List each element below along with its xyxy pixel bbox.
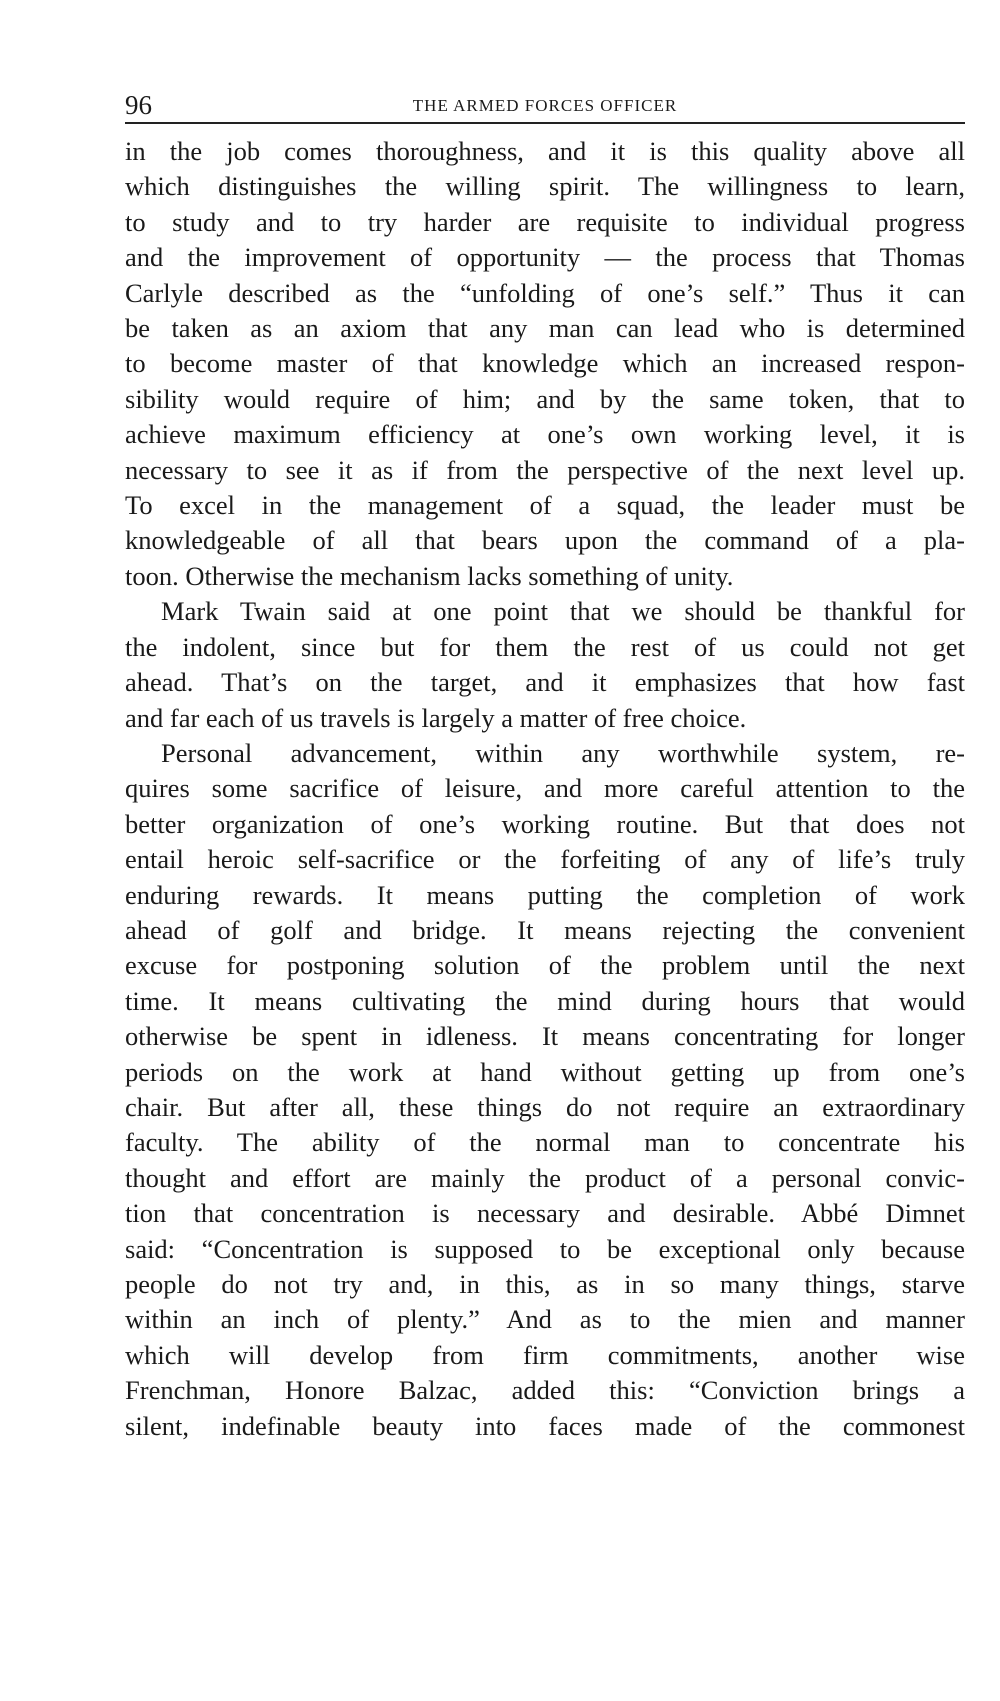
text-line: better organization of one’s working routine. But that does not (125, 808, 965, 839)
header-rule (125, 122, 965, 124)
page-number: 96 (125, 90, 152, 120)
text-line: Carlyle described as the “unfolding of one’s self.” Thus it can (125, 277, 965, 308)
text-line: said: “Concentration is supposed to be exceptional only because (125, 1233, 965, 1264)
running-title: THE ARMED FORCES OFFICER (412, 96, 678, 115)
text-line: achieve maximum efficiency at one’s own working level, it is (125, 419, 965, 450)
paragraph (125, 736, 965, 1444)
text-line: and the improvement of opportunity — the process that Thomas (125, 242, 965, 273)
text-line: faculty. The ability of the normal man to concentrate his (125, 1127, 965, 1158)
text-line: which will develop from firm commitments, another wise (125, 1339, 965, 1370)
body-text (125, 134, 965, 1444)
text-line: tion that concentration is necessary and desirable. Abbé Dimnet (125, 1198, 965, 1229)
paragraph (125, 134, 965, 594)
text-line: be taken as an axiom that any man can lead who is determined (125, 313, 965, 344)
text-line: quires some sacrifice of leisure, and more careful attention to the (125, 773, 965, 804)
paragraph (125, 594, 965, 736)
text-line: necessary to see it as if from the perspective of the next level up. (125, 454, 965, 485)
text-line: silent, indefinable beauty into faces made of the commonest (125, 1410, 965, 1441)
text-line: Mark Twain said at one point that we should be thankful for (161, 596, 965, 627)
text-line: periods on the work at hand without getting up from one’s (125, 1056, 965, 1087)
text-line: thought and effort are mainly the product of a personal convic- (125, 1162, 965, 1193)
text-line: within an inch of plenty.” And as to the mien and manner (125, 1304, 965, 1335)
text-line: To excel in the management of a squad, the leader must be (125, 490, 965, 521)
text-line: in the job comes thoroughness, and it is this quality above all (125, 136, 965, 166)
text-line: excuse for postponing solution of the problem until the next (125, 950, 965, 981)
text-line: the indolent, since but for them the rest of us could not get (125, 631, 965, 662)
text-line: to become master of that knowledge which an increased respon- (125, 348, 965, 379)
text-line: ahead. That’s on the target, and it emphasizes that how fast (125, 667, 965, 698)
text-line: knowledgeable of all that bears upon the command of a pla- (125, 525, 965, 556)
text-line: Personal advancement, within any worthwhile system, re- (161, 737, 965, 768)
text-line: ahead of golf and bridge. It means rejecting the convenient (125, 914, 965, 945)
text-line: entail heroic self-sacrifice or the forfeiting of any of life’s truly (125, 844, 965, 875)
text-line: and far each of us travels is largely a matter of free choice. (125, 702, 747, 733)
text-line: toon. Otherwise the mechanism lacks something of unity. (125, 560, 734, 591)
running-head (125, 90, 965, 124)
text-line: people do not try and, in this, as in so many things, starve (125, 1269, 965, 1299)
text-line: enduring rewards. It means putting the completion of work (125, 879, 965, 910)
text-line: otherwise be spent in idleness. It means concentrating for longer (125, 1021, 965, 1052)
text-line: which distinguishes the willing spirit. The willingness to learn, (125, 171, 965, 202)
text-line: Frenchman, Honore Balzac, added this: “Conviction brings a (125, 1375, 965, 1406)
text-line: chair. But after all, these things do not require an extraordinary (125, 1091, 965, 1122)
text-line: sibility would require of him; and by the same token, that to (125, 383, 965, 414)
text-line: time. It means cultivating the mind during hours that would (125, 985, 965, 1016)
text-line: to study and to try harder are requisite to individual progress (125, 206, 965, 237)
